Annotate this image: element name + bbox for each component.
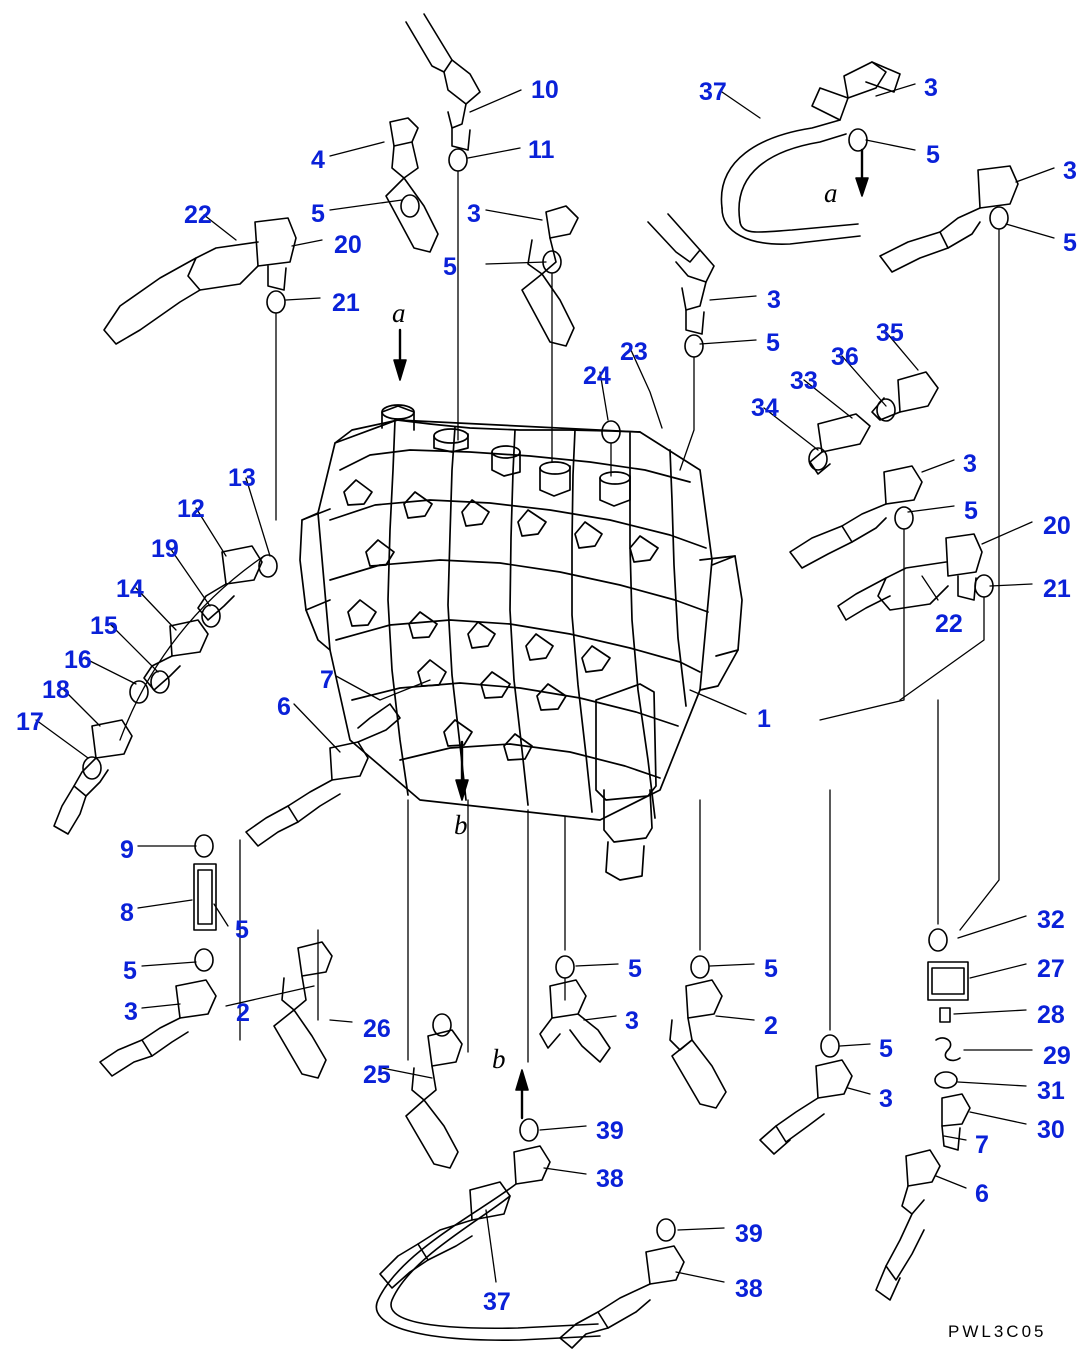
callout-3: 3 — [924, 74, 938, 102]
callout-30: 30 — [1037, 1116, 1065, 1144]
callout-11: 11 — [528, 136, 555, 164]
callout-25: 25 — [363, 1061, 391, 1089]
callout-21: 21 — [332, 289, 360, 317]
callout-3: 3 — [625, 1007, 639, 1035]
callout-5: 5 — [628, 955, 642, 983]
callout-22: 22 — [184, 201, 212, 229]
callout-15: 15 — [90, 612, 118, 640]
callout-3: 3 — [1063, 157, 1077, 185]
callout-28: 28 — [1037, 1001, 1065, 1029]
callout-3: 3 — [467, 200, 481, 228]
callout-33: 33 — [790, 367, 818, 395]
callout-13: 13 — [228, 464, 256, 492]
callout-5: 5 — [766, 329, 780, 357]
callout-3: 3 — [879, 1085, 893, 1113]
callout-38: 38 — [735, 1275, 763, 1303]
callout-16: 16 — [64, 646, 92, 674]
callout-31: 31 — [1037, 1077, 1065, 1105]
callout-6: 6 — [975, 1180, 989, 1208]
zone-letter: a — [392, 298, 406, 328]
zone-letter: b — [492, 1044, 506, 1074]
callout-5: 5 — [443, 253, 457, 281]
callout-32: 32 — [1037, 906, 1065, 934]
callout-35: 35 — [876, 319, 904, 347]
callout-39: 39 — [735, 1220, 763, 1248]
callout-9: 9 — [120, 836, 134, 864]
callout-6: 6 — [277, 693, 291, 721]
callout-3: 3 — [767, 286, 781, 314]
zone-letter: b — [454, 810, 468, 840]
callout-12: 12 — [177, 495, 205, 523]
callout-4: 4 — [311, 146, 325, 174]
callout-7: 7 — [975, 1131, 989, 1159]
callout-10: 10 — [531, 76, 559, 104]
callout-39: 39 — [596, 1117, 624, 1145]
callout-20: 20 — [1043, 512, 1071, 540]
zone-letter: a — [824, 178, 838, 208]
callout-2: 2 — [764, 1012, 778, 1040]
callout-38: 38 — [596, 1165, 624, 1193]
callout-5: 5 — [311, 200, 325, 228]
callout-29: 29 — [1043, 1042, 1071, 1070]
callout-27: 27 — [1037, 955, 1065, 983]
callout-5: 5 — [764, 955, 778, 983]
callout-3: 3 — [963, 450, 977, 478]
callout-5: 5 — [1063, 229, 1077, 257]
callout-37: 37 — [483, 1288, 511, 1316]
callout-21: 21 — [1043, 575, 1071, 603]
callout-36: 36 — [831, 343, 859, 371]
callout-7: 7 — [320, 666, 334, 694]
callout-20: 20 — [334, 231, 362, 259]
callout-5: 5 — [879, 1035, 893, 1063]
callout-22: 22 — [935, 610, 963, 638]
callout-2: 2 — [236, 999, 250, 1027]
callout-5: 5 — [964, 497, 978, 525]
callout-5: 5 — [235, 916, 249, 944]
callout-5: 5 — [123, 957, 137, 985]
drawing-code: PWL3C05 — [948, 1322, 1047, 1341]
callout-34: 34 — [751, 394, 779, 422]
callout-3: 3 — [124, 998, 138, 1026]
callout-8: 8 — [120, 899, 134, 927]
callout-1: 1 — [757, 705, 771, 733]
callout-18: 18 — [42, 676, 70, 704]
callout-26: 26 — [363, 1015, 391, 1043]
callout-19: 19 — [151, 535, 179, 563]
callout-37: 37 — [699, 78, 727, 106]
callout-17: 17 — [16, 708, 44, 736]
callout-14: 14 — [116, 575, 144, 603]
callout-5: 5 — [926, 141, 940, 169]
callout-23: 23 — [620, 338, 648, 366]
callout-24: 24 — [583, 362, 611, 390]
